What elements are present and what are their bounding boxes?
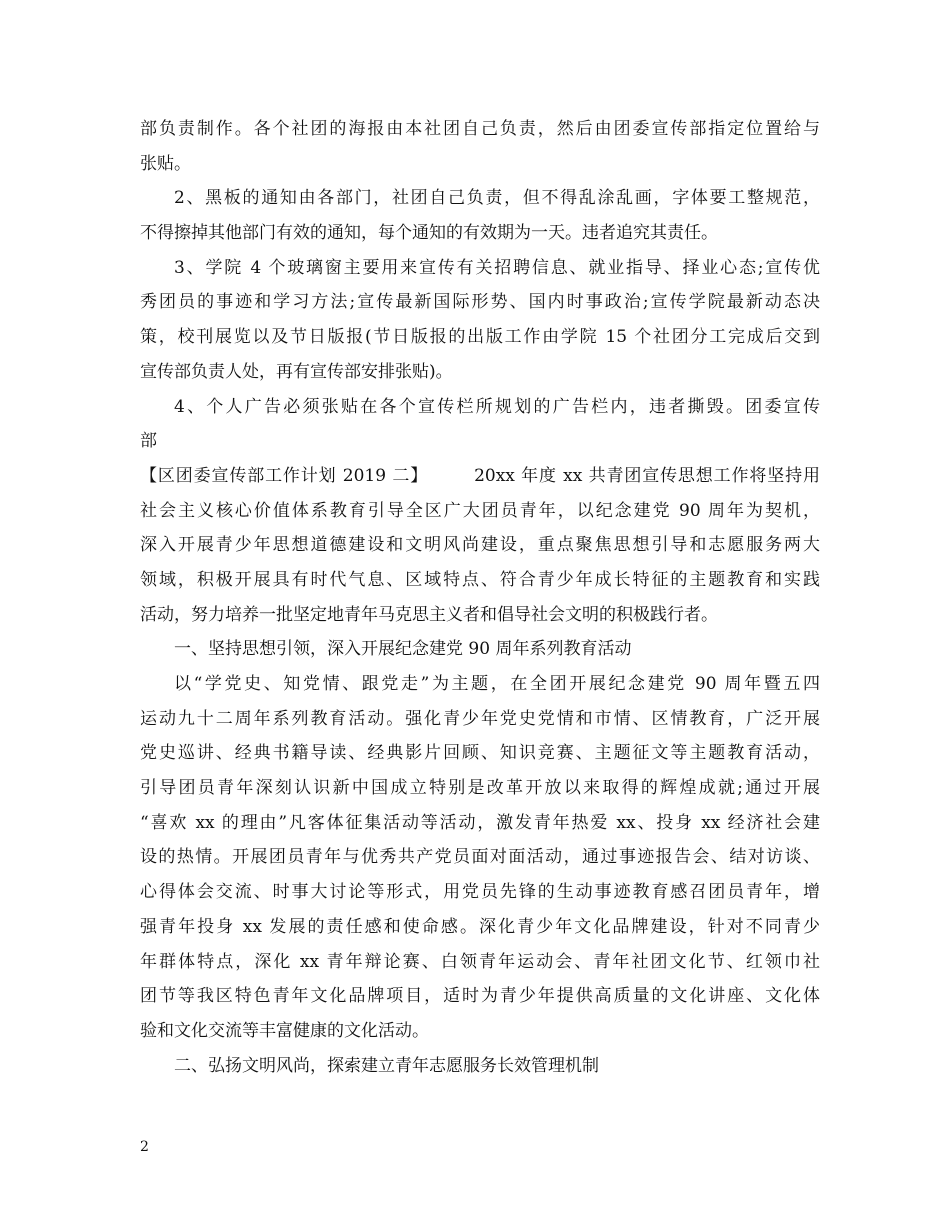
text-line: 一、坚持思想引领，深入开展纪念建党 90 周年系列教育活动 [174,639,632,660]
text-line: 领域，积极开展具有时代气息、区域特点、符合青少年成长特征的主题教育和实践 [140,569,820,590]
text-line: 2、黑板的通知由各部门，社团自己负责，但不得乱涂乱画，字体要工整规范， [174,188,820,209]
section-heading-rest: 20xx 年度 xx 共青团宣传思想工作将坚持用 [474,465,820,486]
text-line: 宣传部负责人处，再有宣传部安排张贴)。 [140,361,453,382]
text-line: 团节等我区特色青年文化品牌项目，适时为青少年提供高质量的文化讲座、文化体 [140,986,820,1007]
text-line: 秀团员的事迹和学习方法;宣传最新国际形势、国内时事政治;宣传学院最新动态决 [140,292,820,313]
text-line: 活动，努力培养一批坚定地青年马克思主义者和倡导社会文明的积极践行者。 [140,604,718,625]
text-line: 引导团员青年深刻认识新中国成立特别是改革开放以来取得的辉煌成就;通过开展 [140,778,820,799]
paragraph-block-before [140,112,820,459]
text-line: 强青年投身 xx 发展的责任感和使命感。深化青少年文化品牌建设，针对不同青少 [140,916,820,937]
text-line: 3、学院 4 个玻璃窗主要用来宣传有关招聘信息、就业指导、择业心态;宣传优 [174,257,820,278]
text-line: 验和文化交流等丰富健康的文化活动。 [140,1020,429,1041]
section-heading-line [140,459,820,494]
text-line: 二、弘扬文明风尚，探索建立青年志愿服务长效管理机制 [174,1055,599,1076]
text-line: 深入开展青少年思想道德建设和文明风尚建设，重点聚焦思想引导和志愿服务两大 [140,535,820,556]
text-line: 部 [140,431,157,452]
text-line: 运动九十二周年系列教育活动。强化青少年党史党情和市情、区情教育，广泛开展 [140,708,820,729]
paragraph-block-after [140,494,820,1084]
text-line: 社会主义核心价值体系教育引导全区广大团员青年，以纪念建党 90 周年为契机， [140,500,820,521]
text-line: 年群体特点，深化 xx 青年辩论赛、白领青年运动会、青年社团文化节、红领巾社 [140,951,820,972]
text-line: 以“学党史、知党情、跟党走”为主题，在全团开展纪念建党 90 周年暨五四 [174,674,820,694]
text-line: 设的热情。开展团员青年与优秀共产党员面对面活动，通过事迹报告会、结对访谈、 [140,847,820,868]
text-line: 张贴。 [140,153,191,174]
text-line: 策，校刊展览以及节日版报(节日版报的出版工作由学院 15 个社团分工完成后交到 [140,327,820,348]
text-line: 部负责制作。各个社团的海报由本社团自己负责，然后由团委宣传部指定位置给与 [140,119,820,139]
text-line: 不得擦掉其他部门有效的通知，每个通知的有效期为一天。违者追究其责任。 [140,223,718,244]
text-line: 4、个人广告必须张贴在各个宣传栏所规划的广告栏内，违者撕毁。团委宣传 [174,396,820,417]
section-heading: 【区团委宣传部工作计划 2019 二】 [140,465,429,486]
text-line: 心得体会交流、时事大讨论等形式，用党员先锋的生动事迹教育感召团员青年，增 [140,882,820,903]
page-number: 2 [140,1139,149,1155]
document-body [140,112,820,1083]
text-line: “喜欢 xx 的理由”凡客体征集活动等活动，激发青年热爱 xx、投身 xx 经济社会建 [140,812,820,833]
text-line: 党史巡讲、经典书籍导读、经典影片回顾、知识竞赛、主题征文等主题教育活动， [140,743,820,764]
